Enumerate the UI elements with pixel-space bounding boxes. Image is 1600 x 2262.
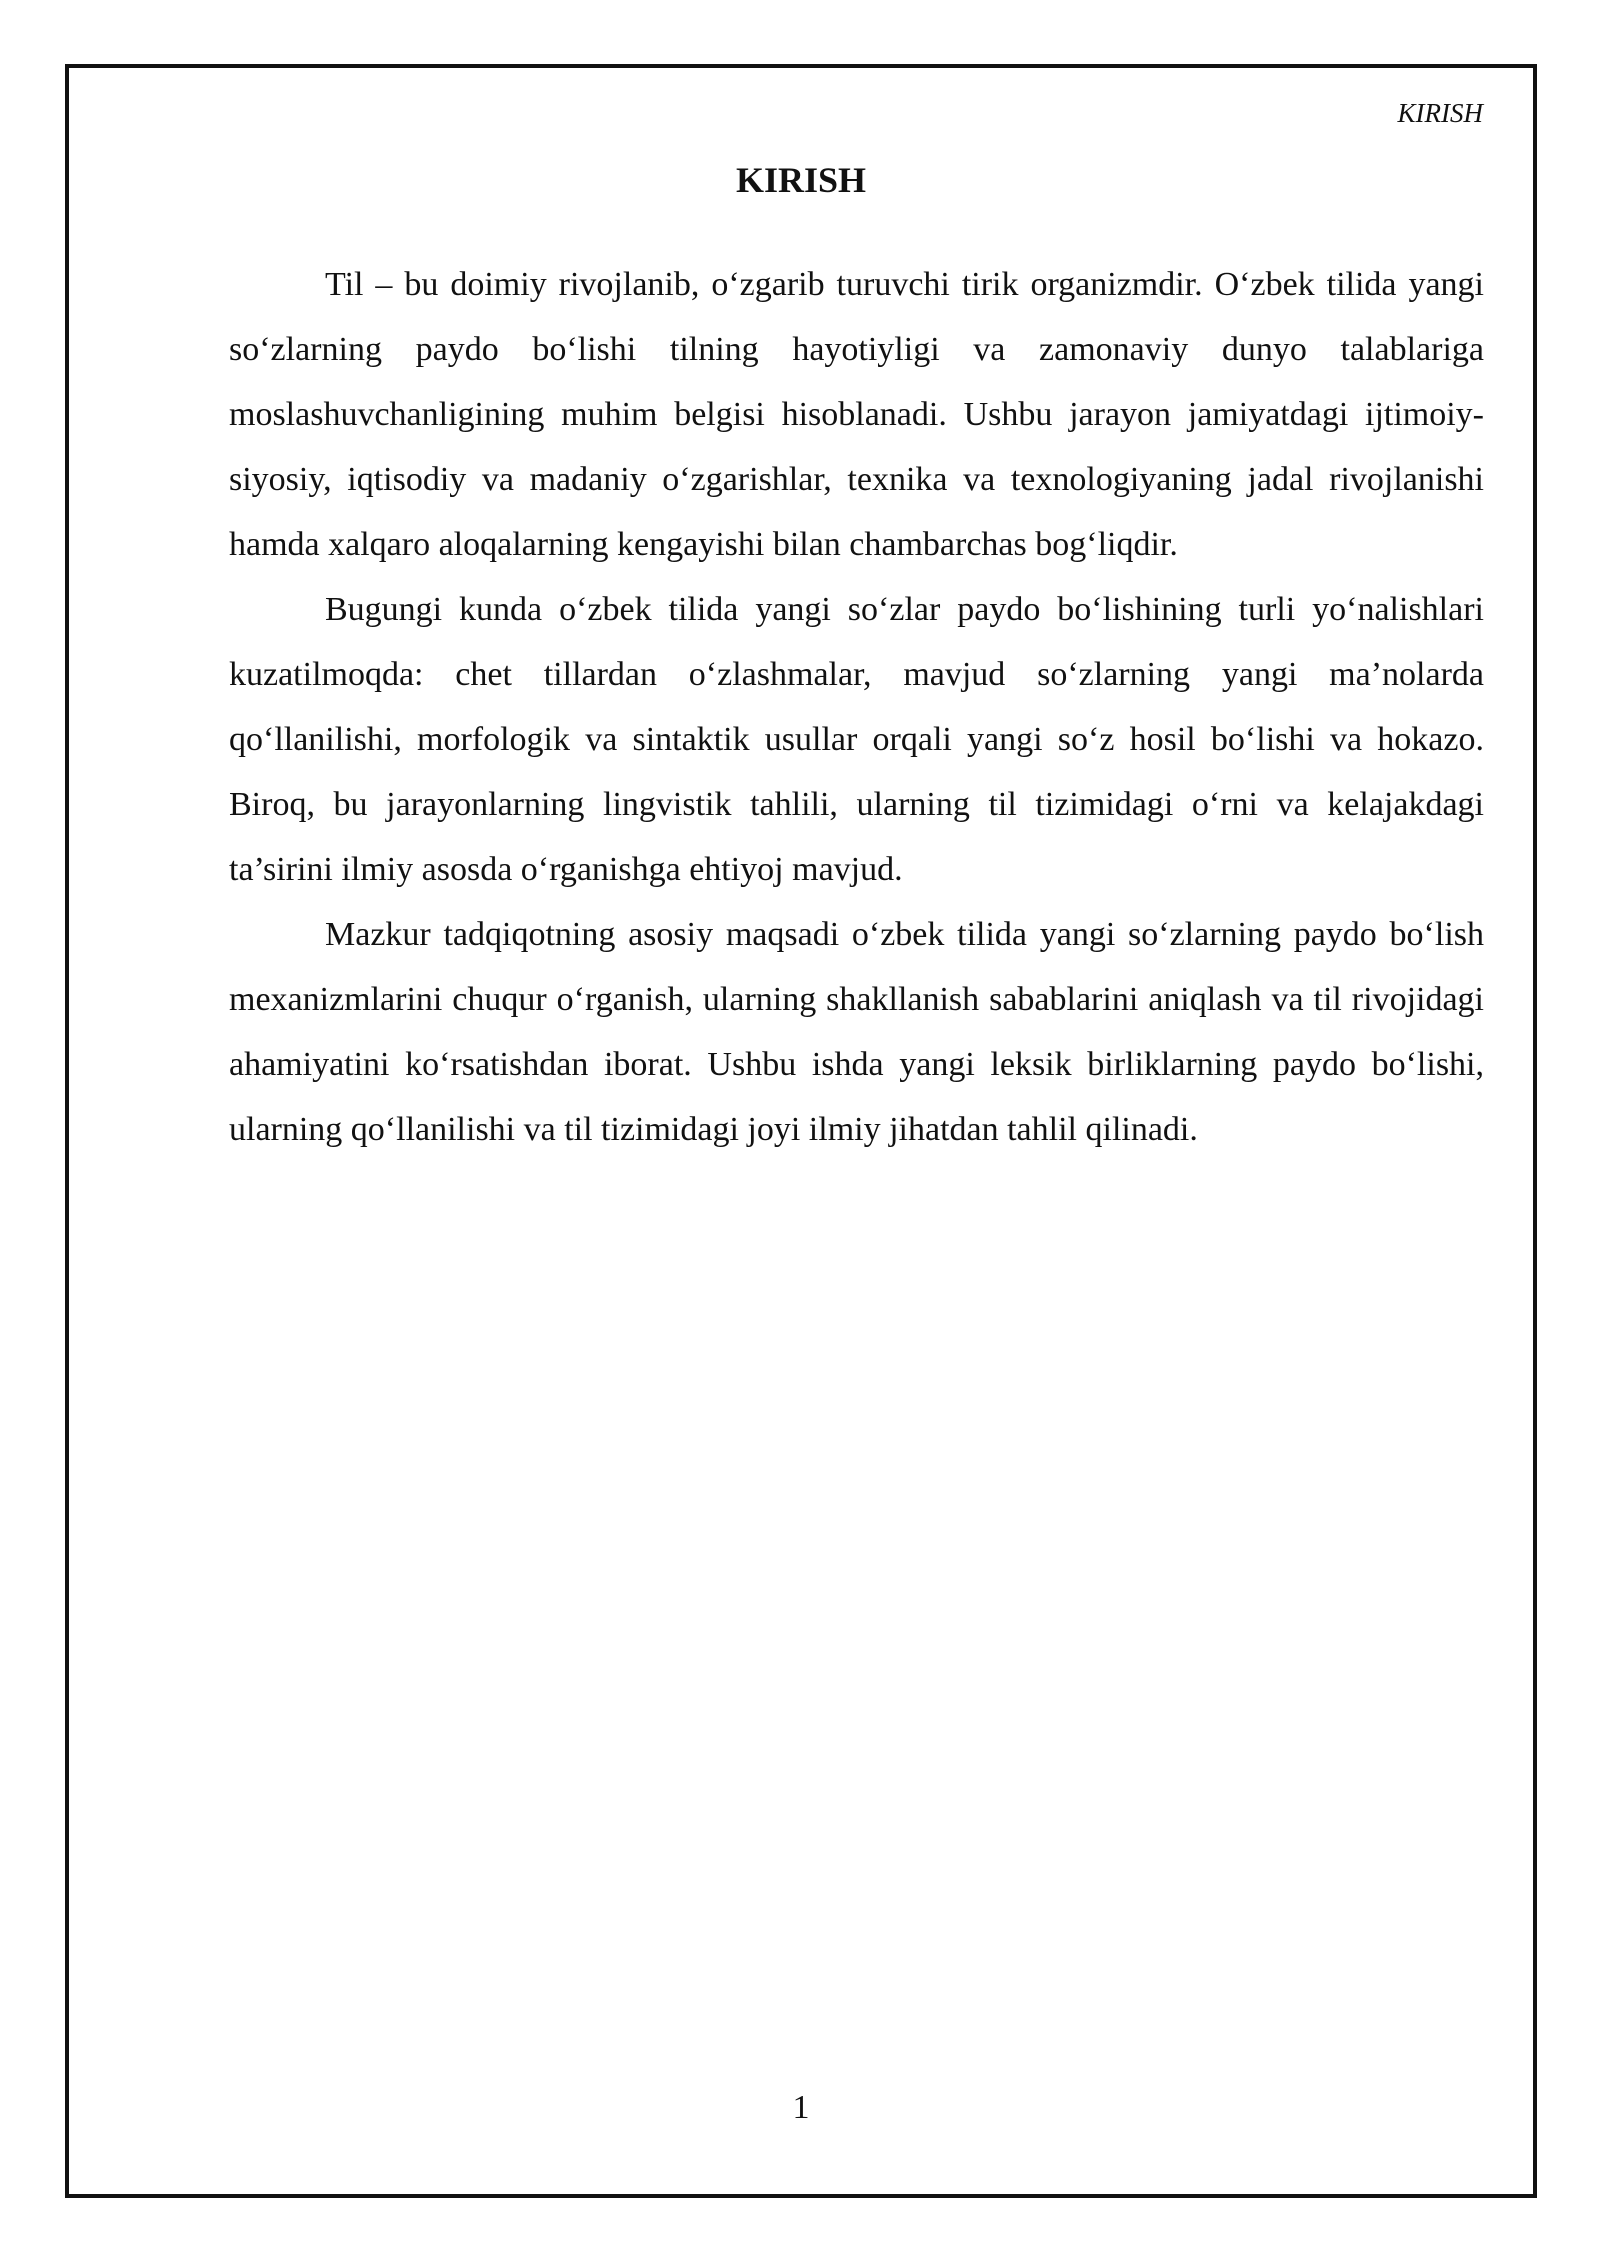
page-frame [65,64,1537,2198]
chapter-title: KIRISH [735,160,867,200]
running-header: KIRISH [1397,98,1483,128]
paragraph-2: Bugungi kunda o‘zbek tilida yangi so‘zlar paydo bo‘lishining turli yo‘nalishlari kuzatilmoqda: chet tillardan o‘zlashmalar, mavjud so‘zlarning yangi ma’nolarda qo‘llanilishi, morfologik va sintaktik usullar orqali yangi so‘z hosil bo‘lishi va hokazo. Biroq, bu jarayonlarning lingvistik tahlili, ularning til tizimidagi o‘rni va kelajakdagi ta’sirini ilmiy asosda o‘rganishga ehtiyoj mavjud. [229,591,1484,888]
paragraph-1: Til – bu doimiy rivojlanib, o‘zgarib turuvchi tirik organizmdir. O‘zbek tilida yangi so‘zlarning paydo bo‘lishi tilning hayotiyligi va zamonaviy dunyo talablariga moslashuvchanligining muhim belgisi hisoblanadi. Ushbu jarayon jamiyatdagi ijtimoiy-siyosiy, iqtisodiy va madaniy o‘zgarishlar, texnika va texnologiyaning jadal rivojlanishi hamda xalqaro aloqalarning kengayishi bilan chambarchas bog‘liqdir. [229,266,1484,563]
body-text [229,252,1484,1162]
page-number: 1 [792,2089,810,2126]
paragraph-3: Mazkur tadqiqotning asosiy maqsadi o‘zbek tilida yangi so‘zlarning paydo bo‘lish mexanizmlarini chuqur o‘rganish, ularning shakllanish sabablarini aniqlash va til rivojidagi ahamiyatini ko‘rsatishdan iborat. Ushbu ishda yangi leksik birliklarning paydo bo‘lishi, ularning qo‘llanilishi va til tizimidagi joyi ilmiy jihatdan tahlil qilinadi. [229,916,1484,1148]
